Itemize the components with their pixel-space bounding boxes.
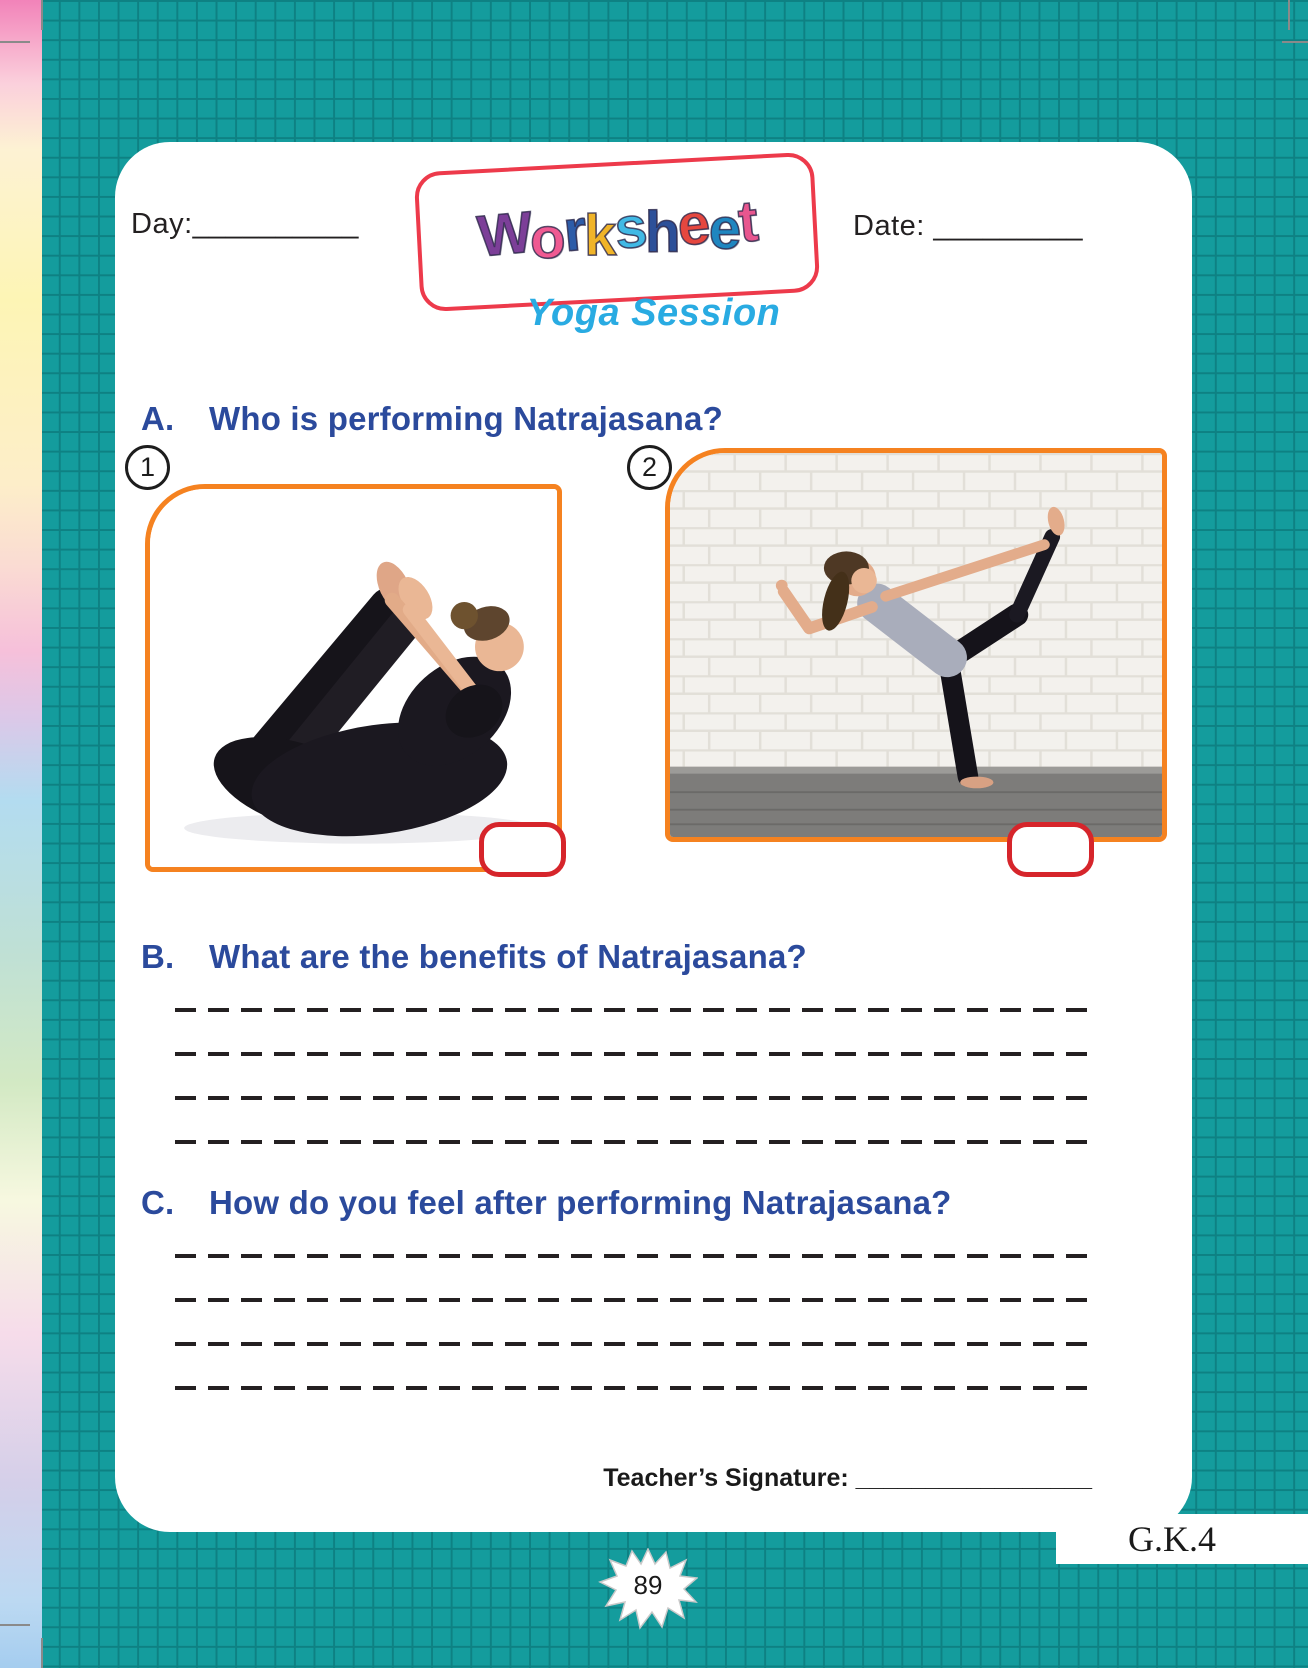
- crop-mark: [41, 1638, 43, 1668]
- worksheet-letter: e: [674, 190, 712, 259]
- option-2-digit: 2: [641, 452, 658, 482]
- crop-mark: [41, 0, 43, 30]
- book-code: G.K.4: [1128, 1519, 1216, 1559]
- dancer-pose-illustration: [670, 453, 1162, 837]
- page-number-badge: [598, 1548, 698, 1630]
- worksheet-card: [115, 142, 1192, 1532]
- bow-pose-illustration: [150, 489, 557, 867]
- worksheet-letter: s: [611, 194, 648, 262]
- answer-line[interactable]: [175, 1008, 1091, 1012]
- question-a-text: Who is performing Natrajasana?: [209, 400, 723, 437]
- question-c-answer-lines: [175, 1254, 1091, 1430]
- worksheet-letter: r: [560, 197, 588, 265]
- option-2-number: [627, 445, 672, 490]
- day-field[interactable]: Day:__________: [131, 208, 359, 240]
- answer-line[interactable]: [175, 1096, 1091, 1100]
- page-title: Yoga Session: [526, 292, 781, 334]
- dancer-pose-photo: [665, 448, 1167, 842]
- answer-line[interactable]: [175, 1386, 1091, 1390]
- answer-line[interactable]: [175, 1342, 1091, 1346]
- worksheet-letter: t: [735, 188, 759, 255]
- crop-mark: [0, 1624, 30, 1626]
- answer-line[interactable]: [175, 1140, 1091, 1144]
- page-number: 89: [633, 1570, 663, 1600]
- answer-box-1[interactable]: [479, 822, 566, 877]
- worksheet-letter: o: [530, 205, 565, 271]
- question-b-text: What are the benefits of Natrajasana?: [209, 938, 807, 975]
- worksheet-title-box: [414, 152, 821, 313]
- worksheet-letter: e: [708, 196, 740, 262]
- question-b-label: B.: [141, 938, 175, 975]
- answer-line[interactable]: [175, 1254, 1091, 1258]
- question-c-text: How do you feel after performing Natrajasana?: [209, 1184, 952, 1221]
- rainbow-edge-strip: [0, 0, 42, 1668]
- date-field[interactable]: Date: _________: [853, 210, 1084, 242]
- worksheet-title: [474, 188, 759, 271]
- option-1-digit: 1: [139, 452, 156, 482]
- answer-box-2[interactable]: [1007, 822, 1094, 877]
- answer-line[interactable]: [175, 1298, 1091, 1302]
- answer-line[interactable]: [175, 1052, 1091, 1056]
- teacher-signature-field[interactable]: Teacher’s Signature: _________________: [603, 1464, 1092, 1492]
- book-code-bar: [1056, 1514, 1308, 1564]
- crop-mark: [1288, 0, 1290, 30]
- question-a-label: A.: [141, 400, 175, 437]
- question-b-answer-lines: [175, 1008, 1091, 1184]
- worksheet-letter: h: [644, 199, 679, 265]
- worksheet-letter: k: [584, 202, 616, 269]
- option-1-number: [125, 445, 170, 490]
- bow-pose-photo: [145, 484, 562, 872]
- worksheet-letter: W: [474, 199, 534, 270]
- question-c-label: C.: [141, 1184, 175, 1221]
- crop-mark: [1282, 41, 1308, 43]
- crop-mark: [0, 41, 30, 43]
